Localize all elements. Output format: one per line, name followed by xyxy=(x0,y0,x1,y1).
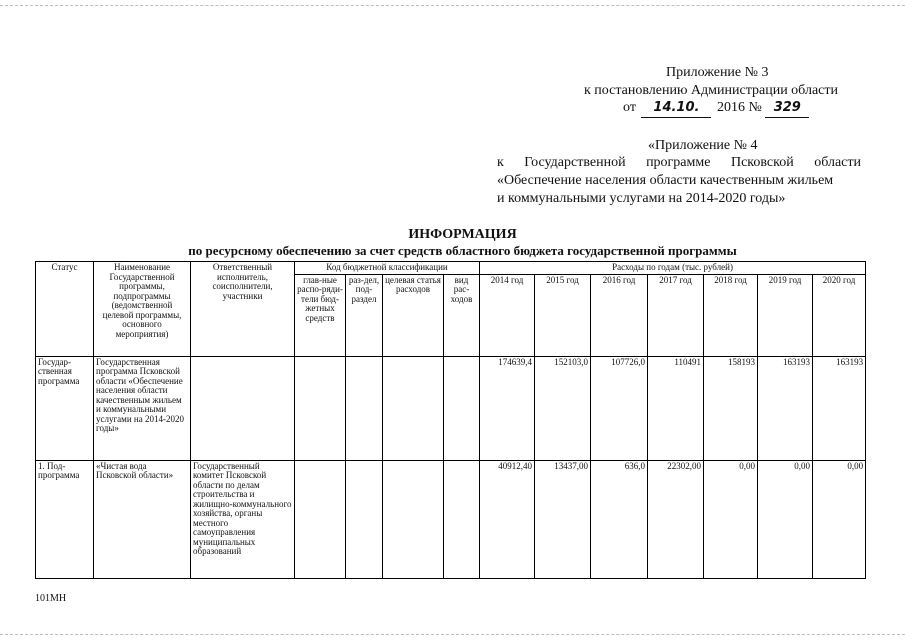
header-type: вид рас-ходов xyxy=(444,274,480,356)
header-year-2016: 2016 год xyxy=(591,274,648,356)
row-executor: Государственный комитет Псковской области по делам строительства и жилищно-коммунального хозяйства, органы местного самоуправления муниципальных образований xyxy=(191,460,295,578)
row-value-2016: 107726,0 xyxy=(591,356,648,460)
appendix-from: от xyxy=(623,100,636,115)
header-row-1 xyxy=(36,262,866,275)
header-section: раз-дел, под-раздел xyxy=(346,274,383,356)
appendix-year: 2016 № xyxy=(716,100,762,115)
row-type xyxy=(444,356,480,460)
header-expenses: Расходы по годам (тыс. рублей) xyxy=(480,262,866,275)
doc-title: ИНФОРМАЦИЯ xyxy=(408,227,517,242)
header-grbs: глав-ные распо-ряди-тели бюд-жетных средств xyxy=(295,274,346,356)
row-target xyxy=(383,356,444,460)
header-year-2019: 2019 год xyxy=(758,274,813,356)
row-value-2018: 0,00 xyxy=(704,460,758,578)
table-row xyxy=(36,460,866,578)
header-budget-code: Код бюджетной классификации xyxy=(295,262,480,275)
appendix-line3 xyxy=(623,99,809,118)
row-grbs xyxy=(295,460,346,578)
row-value-2014: 174639,4 xyxy=(480,356,535,460)
footer-code: 101МН xyxy=(35,593,67,604)
header-executor: Ответственный исполнитель, соисполнители, участники xyxy=(191,262,295,357)
row-grbs xyxy=(295,356,346,460)
row-target xyxy=(383,460,444,578)
table-row xyxy=(36,356,866,460)
row-value-2015: 152103,0 xyxy=(535,356,591,460)
header-year-2017: 2017 год xyxy=(648,274,704,356)
row-status: 1. Под-программа xyxy=(36,460,94,578)
row-status: Государ-ственная программа xyxy=(36,356,94,460)
quote-line4: и коммунальными услугами на 2014-2020 годы» xyxy=(497,191,786,206)
row-type xyxy=(444,460,480,578)
handwritten-number: 329 xyxy=(765,99,809,118)
row-value-2017: 110491 xyxy=(648,356,704,460)
quote-line1: «Приложение № 4 xyxy=(648,138,758,153)
header-year-2015: 2015 год xyxy=(535,274,591,356)
row-section xyxy=(346,460,383,578)
row-value-2020: 0,00 xyxy=(813,460,866,578)
appendix-line2: к постановлению Администрации области xyxy=(584,83,838,98)
header-year-2014: 2014 год xyxy=(480,274,535,356)
row-value-2019: 163193 xyxy=(758,356,813,460)
appendix-line1: Приложение № 3 xyxy=(666,65,769,80)
doc-subtitle: по ресурсному обеспечению за счет средств областного бюджета государственной программы xyxy=(188,243,737,258)
quote-line2: к Государственной программе Псковской области xyxy=(497,155,861,170)
resource-table xyxy=(35,261,866,579)
row-value-2017: 22302,00 xyxy=(648,460,704,578)
header-status: Статус xyxy=(36,262,94,357)
row-value-2015: 13437,00 xyxy=(535,460,591,578)
row-value-2014: 40912,40 xyxy=(480,460,535,578)
row-section xyxy=(346,356,383,460)
bottom-scan-border xyxy=(0,634,905,635)
quote-line3: «Обеспечение населения области качественным жильем xyxy=(497,173,834,188)
top-scan-border xyxy=(0,5,905,6)
row-executor xyxy=(191,356,295,460)
row-value-2016: 636,0 xyxy=(591,460,648,578)
header-target: целевая статья расходов xyxy=(383,274,444,356)
header-year-2020: 2020 год xyxy=(813,274,866,356)
header-year-2018: 2018 год xyxy=(704,274,758,356)
row-name: Государственная программа Псковской области «Обеспечение населения области качественным жильем и коммунальными услугами на 2014-2020 годы» xyxy=(94,356,191,460)
handwritten-date: 14.10. xyxy=(641,99,711,118)
row-value-2020: 163193 xyxy=(813,356,866,460)
row-value-2019: 0,00 xyxy=(758,460,813,578)
header-name: Наименование Государственной программы, подпрограммы (ведомственной целевой программы, основного мероприятия) xyxy=(94,262,191,357)
row-name: «Чистая вода Псковской области» xyxy=(94,460,191,578)
row-value-2018: 158193 xyxy=(704,356,758,460)
